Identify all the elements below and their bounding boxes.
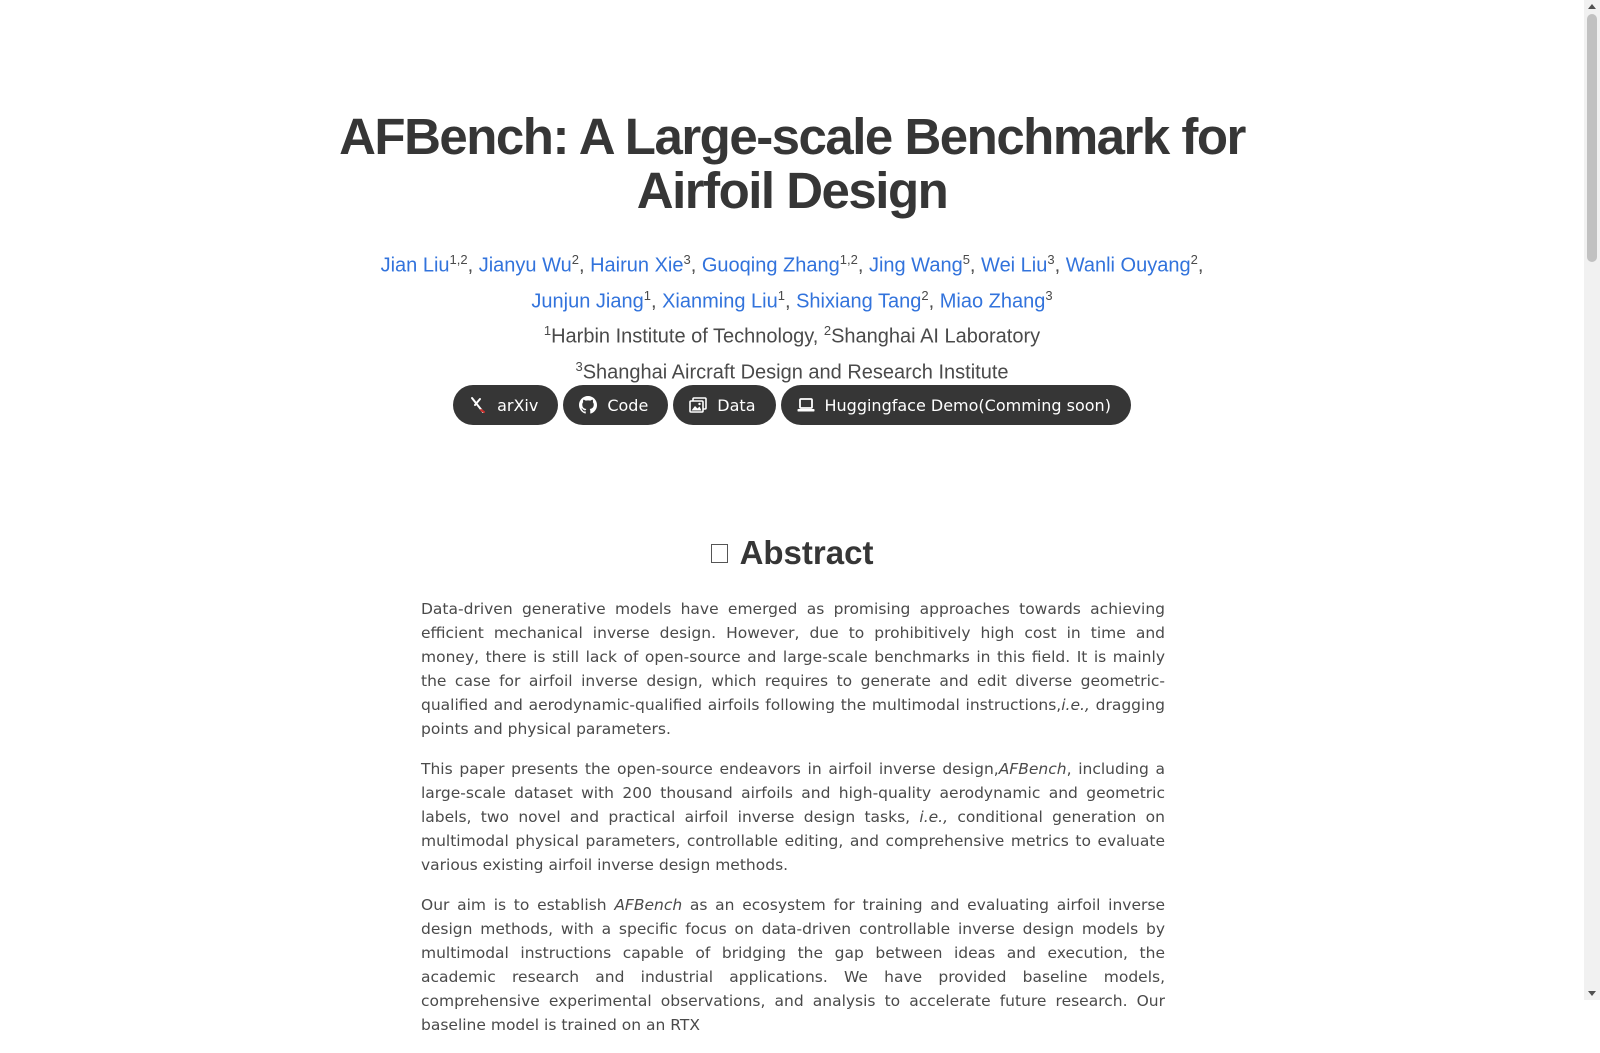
scroll-up-arrow-icon[interactable] bbox=[1588, 4, 1596, 9]
author-affiliation-sup: 1 bbox=[777, 287, 785, 303]
authors-row-1 bbox=[300, 245, 1284, 281]
code-button-label: Code bbox=[607, 395, 649, 415]
abstract-p2-text-end: conditional generation on multimodal physical parameters, controllable editing, and comprehensive metrics to evaluate various existing airfoil inverse design methods. bbox=[421, 808, 1165, 874]
github-icon bbox=[579, 396, 597, 414]
abstract-paragraph-2 bbox=[421, 757, 1165, 877]
abstract-p1-text-end: dragging points and physical parameters. bbox=[421, 696, 1165, 738]
abstract-p2-text: This paper presents the open-source endeavors in airfoil inverse design, bbox=[421, 760, 999, 778]
author-affiliation-sup: 1,2 bbox=[839, 252, 858, 267]
missing-glyph-icon bbox=[711, 544, 728, 563]
abstract-p1-text: Data-driven generative models have emerged as promising approaches towards achieving efficient mechanical inverse design. However, due to prohibitively high cost in time and money, there is still lack of open-source and large-scale benchmarks in this field. It is mainly the case for airfoil inverse design, which requires to generate and edit diverse geometric-qualified and aerodynamic-qualified airfoils following the multimodal instructions, bbox=[421, 600, 1165, 714]
author-separator: , bbox=[690, 254, 702, 277]
author-affiliation-sup: 3 bbox=[1047, 252, 1055, 267]
author-link[interactable]: Hairun Xie bbox=[590, 254, 684, 277]
paper-title bbox=[300, 110, 1284, 218]
abstract-heading bbox=[300, 534, 1284, 572]
images-icon bbox=[689, 396, 707, 414]
data-button[interactable] bbox=[673, 385, 775, 425]
affiliation-line-1 bbox=[300, 316, 1284, 352]
authors-row-2 bbox=[300, 281, 1284, 317]
author-separator: , bbox=[784, 290, 797, 313]
scroll-down-arrow-icon[interactable] bbox=[1588, 991, 1596, 996]
author-link[interactable]: Wanli Ouyang bbox=[1065, 254, 1191, 277]
abstract-p3-text-end: as an ecosystem for training and evaluating airfoil inverse design methods, with a specific focus on data-driven controllable inverse design models by multimodal instructions capable of bridging the gap between ideas and execution, the academic research and industrial applications. We have provided baseline models, comprehensive experimental observations, and analysis to accelerate future research. Our baseline model is trained on an RTX bbox=[421, 896, 1165, 1034]
affiliation-3: Shanghai Aircraft Design and Research Institute bbox=[582, 361, 1009, 384]
author-affiliation-sup: 2 bbox=[1190, 252, 1198, 267]
abstract-p2-afbench: AFBench bbox=[998, 760, 1067, 778]
vertical-scrollbar[interactable] bbox=[1584, 0, 1600, 1000]
author-affiliation-sup: 5 bbox=[962, 252, 970, 267]
author-link[interactable]: Jianyu Wu bbox=[478, 254, 572, 277]
affiliation-3-sup: 3 bbox=[575, 358, 583, 374]
author-separator: , bbox=[467, 254, 479, 277]
author-affiliation-sup: 2 bbox=[571, 252, 579, 267]
author-separator: , bbox=[1054, 254, 1066, 277]
author-separator: , bbox=[578, 254, 591, 277]
title-line-2: Airfoil Design bbox=[636, 162, 948, 219]
arxiv-button[interactable] bbox=[453, 385, 558, 425]
huggingface-demo-button[interactable] bbox=[781, 385, 1131, 425]
author-link[interactable]: Shixiang Tang bbox=[796, 290, 922, 313]
affiliation-1: Harbin Institute of Technology, bbox=[551, 325, 824, 348]
abstract-p2-text-mid: , including a large-scale dataset with 200 thousand airfoils and high-quality aerodynamic and geometric labels, two novel and practical airfoil inverse design tasks, bbox=[421, 760, 1165, 826]
affiliation-2-sup: 2 bbox=[823, 323, 832, 339]
affiliation-1-sup: 1 bbox=[543, 323, 552, 339]
abstract-p3-afbench: AFBench bbox=[614, 896, 683, 914]
abstract-p1-ie: i.e., bbox=[1061, 696, 1090, 714]
arxiv-button-label: arXiv bbox=[497, 395, 539, 415]
affiliation-2: Shanghai AI Laboratory bbox=[831, 325, 1041, 348]
abstract-body bbox=[421, 597, 1165, 1053]
author-separator: , bbox=[928, 290, 940, 313]
author-separator: , bbox=[650, 290, 663, 313]
author-affiliation-sup: 3 bbox=[1045, 287, 1053, 303]
link-buttons bbox=[300, 385, 1284, 425]
affiliation-line-2 bbox=[300, 352, 1284, 388]
author-separator: , bbox=[969, 254, 982, 277]
abstract-p2-ie: i.e., bbox=[919, 808, 949, 826]
author-affiliation-sup: 2 bbox=[921, 287, 929, 303]
author-affiliation-sup: 3 bbox=[683, 252, 691, 267]
huggingface-demo-label: Huggingface Demo(Comming soon) bbox=[824, 395, 1111, 415]
author-link[interactable]: Jian Liu bbox=[380, 254, 450, 277]
author-affiliation-sup: 1,2 bbox=[449, 252, 468, 267]
author-link[interactable]: Guoqing Zhang bbox=[701, 254, 840, 277]
author-link[interactable]: Wei Liu bbox=[981, 254, 1048, 277]
title-line-1: AFBench: A Large-scale Benchmark for bbox=[339, 108, 1245, 165]
author-link[interactable]: Xianming Liu bbox=[662, 290, 778, 313]
data-button-label: Data bbox=[717, 395, 756, 415]
author-link[interactable]: Junjun Jiang bbox=[531, 290, 644, 313]
author-separator: , bbox=[1197, 254, 1204, 277]
abstract-paragraph-3 bbox=[421, 893, 1165, 1037]
author-link[interactable]: Miao Zhang bbox=[939, 290, 1046, 313]
author-affiliation-sup: 1 bbox=[643, 287, 651, 303]
author-block bbox=[300, 245, 1284, 388]
abstract-heading-text: Abstract bbox=[739, 534, 874, 571]
author-separator: , bbox=[857, 254, 869, 277]
author-link[interactable]: Jing Wang bbox=[868, 254, 963, 277]
laptop-icon bbox=[797, 396, 815, 414]
arxiv-icon bbox=[469, 396, 487, 414]
abstract-paragraph-1 bbox=[421, 597, 1165, 741]
scrollbar-thumb[interactable] bbox=[1587, 14, 1597, 262]
code-button[interactable] bbox=[563, 385, 668, 425]
abstract-p3-text: Our aim is to establish bbox=[421, 896, 615, 914]
